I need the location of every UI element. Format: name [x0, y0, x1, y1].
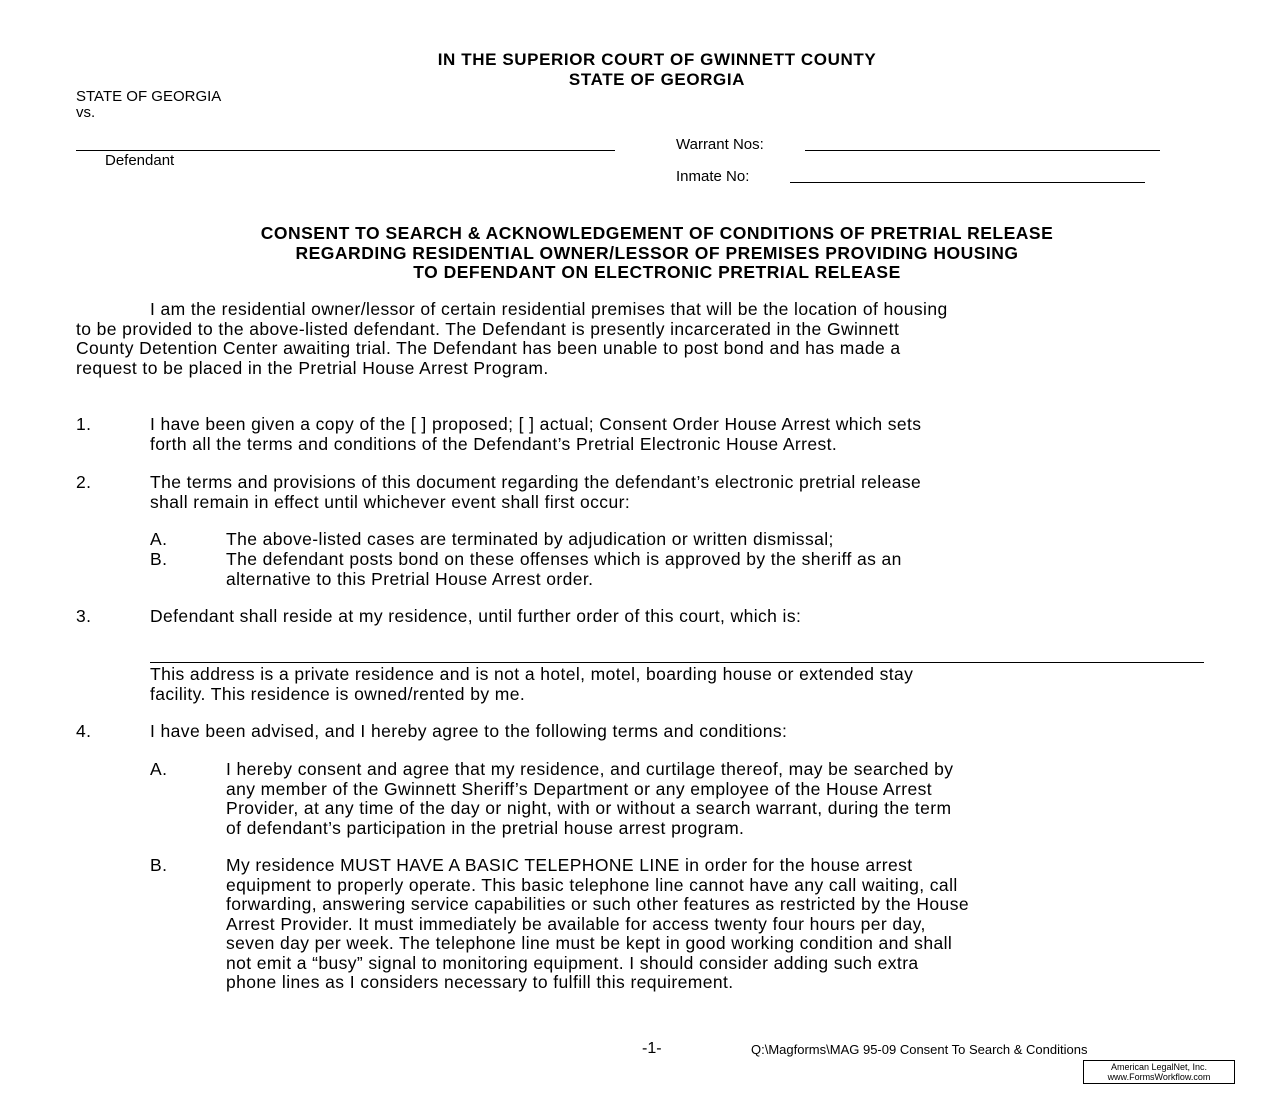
file-path: Q:\Magforms\MAG 95-09 Consent To Search & Conditions [751, 1042, 1088, 1057]
item-3-note-line: This address is a private residence and is not a hotel, motel, boarding house or extended stay [150, 664, 914, 684]
item-number-4: 4. [76, 721, 92, 741]
inmate-no-label: Inmate No: [676, 168, 750, 185]
item-4a-letter: A. [150, 759, 168, 779]
item-1-line: I have been given a copy of the [ ] proposed; [ ] actual; Consent Order House Arrest which sets [150, 414, 922, 434]
warrant-nos-label: Warrant Nos: [676, 136, 764, 153]
defendant-label: Defendant [105, 152, 175, 169]
document-title-line1: CONSENT TO SEARCH & ACKNOWLEDGEMENT OF CONDITIONS OF PRETRIAL RELEASE [260, 223, 1054, 243]
warrant-nos-line[interactable] [805, 150, 1160, 151]
plaintiff-name: STATE OF GEORGIA [76, 88, 222, 105]
item-4b-line: phone lines as I considers necessary to fulfill this requirement. [226, 972, 734, 992]
stamp-line-2: www.FormsWorkflow.com [1107, 1072, 1211, 1082]
intro-line: to be provided to the above-listed defendant. The Defendant is presently incarcerated in the Gwinnett [76, 318, 900, 339]
item-4b-letter: B. [150, 855, 168, 875]
item-4a-line: I hereby consent and agree that my residence, and curtilage thereof, may be searched by [226, 759, 954, 779]
item-4b-line: seven day per week. The telephone line must be kept in good working condition and shall [226, 933, 953, 953]
intro-line: request to be placed in the Pretrial House Arrest Program. [76, 357, 549, 378]
item-2-line: shall remain in effect until whichever event shall first occur: [150, 491, 631, 512]
item-number-2: 2. [76, 472, 92, 492]
forms-workflow-stamp [1083, 1060, 1235, 1084]
item-2b-line: The defendant posts bond on these offenses which is approved by the sheriff as an [226, 549, 902, 569]
item-2a-line: The above-listed cases are terminated by adjudication or written dismissal; [226, 529, 834, 549]
item-4-line: I have been advised, and I hereby agree to the following terms and conditions: [150, 721, 788, 741]
item-4b-line: Arrest Provider. It must immediately be available for access twenty four hours per day, [226, 913, 926, 934]
item-4b-line: not emit a “busy” signal to monitoring equipment. I should consider adding such extra [226, 952, 919, 973]
item-2b-letter: B. [150, 549, 168, 569]
intro-line: I am the residential owner/lessor of certain residential premises that will be the location of housing [150, 299, 948, 319]
item-2-line: The terms and provisions of this document regarding the defendant’s electronic pretrial release [150, 472, 922, 492]
intro-line: County Detention Center awaiting trial. The Defendant has been unable to post bond and has made a [76, 338, 901, 358]
item-2a-letter: A. [150, 529, 168, 549]
stamp-line-1: American LegalNet, Inc. [1110, 1062, 1208, 1072]
document-title-line3: TO DEFENDANT ON ELECTRONIC PRETRIAL RELEASE [413, 262, 901, 282]
item-number-3: 3. [76, 606, 92, 626]
item-2b-line: alternative to this Pretrial House Arrest order. [226, 568, 594, 589]
item-4a-line: any member of the Gwinnett Sheriff’s Department or any employee of the House Arrest [226, 778, 932, 799]
defendant-name-line[interactable] [76, 150, 615, 151]
item-3-note-line: facility. This residence is owned/rented by me. [150, 683, 526, 704]
item-3-line: Defendant shall reside at my residence, until further order of this court, which is: [150, 606, 802, 626]
court-heading-line2: STATE OF GEORGIA [568, 70, 746, 89]
item-4b-line: My residence MUST HAVE A BASIC TELEPHONE LINE in order for the house arrest [226, 855, 913, 875]
item-number-1: 1. [76, 414, 92, 434]
item-4a-line: Provider, at any time of the day or night, with or without a search warrant, during the term [226, 798, 952, 818]
court-heading-line1: IN THE SUPERIOR COURT OF GWINNETT COUNTY [437, 50, 877, 69]
page-number: -1- [642, 1040, 662, 1057]
item-4a-line: of defendant’s participation in the pretrial house arrest program. [226, 817, 745, 838]
item-1-line: forth all the terms and conditions of the Defendant’s Pretrial Electronic House Arrest. [150, 433, 838, 454]
versus-label: vs. [76, 104, 96, 121]
document-title-line2: REGARDING RESIDENTIAL OWNER/LESSOR OF PREMISES PROVIDING HOUSING [295, 243, 1019, 263]
item-4b-line: equipment to properly operate. This basic telephone line cannot have any call waiting, call [226, 874, 958, 895]
inmate-no-line[interactable] [790, 182, 1145, 183]
residence-address-line[interactable] [150, 662, 1204, 663]
item-4b-line: forwarding, answering service capabilities or such other features as restricted by the House [226, 894, 969, 914]
